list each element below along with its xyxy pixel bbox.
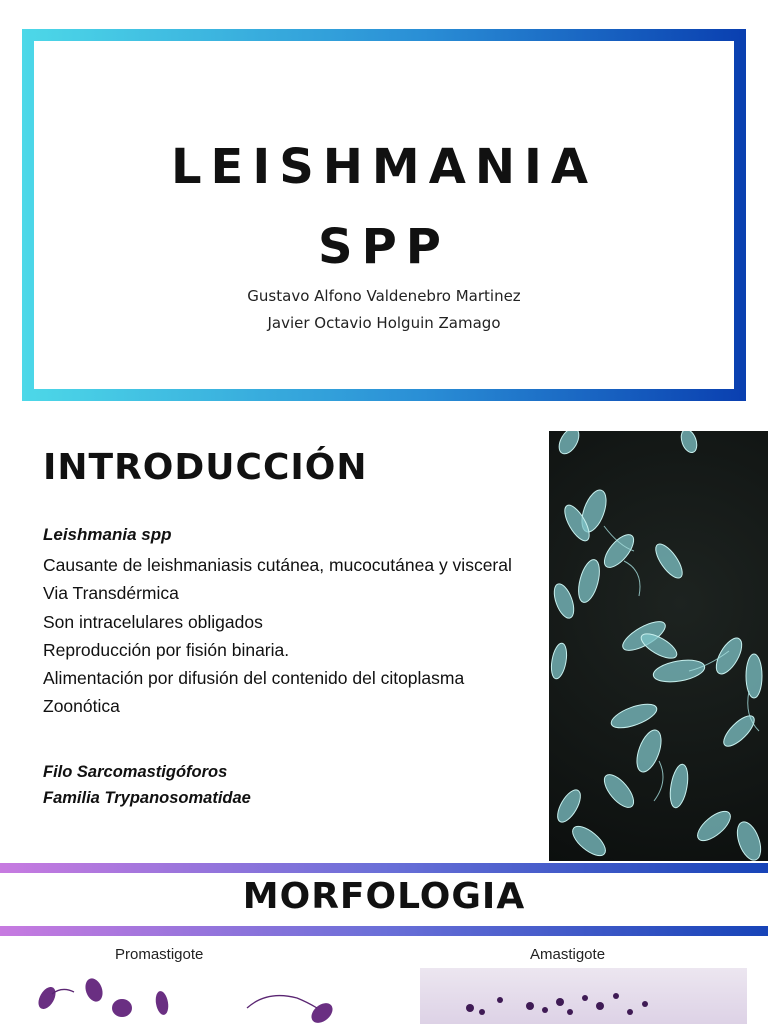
promastigote-illustration <box>22 968 372 1024</box>
amastigote-illustration <box>420 968 747 1024</box>
intro-heading: INTRODUCCIÓN <box>43 447 368 488</box>
presentation-title <box>34 127 734 287</box>
taxonomy <box>43 759 251 811</box>
micrograph-image <box>549 431 768 861</box>
list-item: Alimentación por difusión del contenido del citoplasma <box>43 668 465 689</box>
intro-body <box>43 523 543 721</box>
morphology-band-bottom <box>0 926 768 936</box>
amastigote-label: Amastigote <box>530 946 606 963</box>
title-line-2: SPP <box>318 219 450 275</box>
list-item: Via Transdérmica <box>43 583 179 604</box>
author-1: Gustavo Alfono Valdenebro Martinez <box>247 287 521 305</box>
title-slide <box>34 41 734 389</box>
list-item: Causante de leishmaniasis cutánea, mucocutánea y visceral <box>43 555 512 575</box>
morphology-heading: MORFOLOGIA <box>242 876 526 917</box>
promastigote-image <box>22 968 372 1024</box>
author-2: Javier Octavio Holguin Zamago <box>267 314 501 332</box>
list-item: Reproducción por fisión binaria. <box>43 639 290 660</box>
intro-list <box>43 551 543 721</box>
title-line-1: LEISHMANIA <box>170 139 598 195</box>
species-name: Leishmania spp <box>43 525 172 544</box>
parasite-micrograph <box>549 431 768 861</box>
title-slide-frame <box>22 29 746 401</box>
authors <box>34 283 734 337</box>
promastigote-label: Promastigote <box>115 946 204 963</box>
morphology-band-top <box>0 863 768 873</box>
amastigote-image <box>420 968 747 1024</box>
phylum: Filo Sarcomastigóforos <box>43 763 228 781</box>
family: Familia Trypanosomatidae <box>43 789 251 807</box>
intro-slide <box>0 431 768 861</box>
list-item: Son intracelulares obligados <box>43 611 263 632</box>
list-item: Zoonótica <box>43 696 120 717</box>
